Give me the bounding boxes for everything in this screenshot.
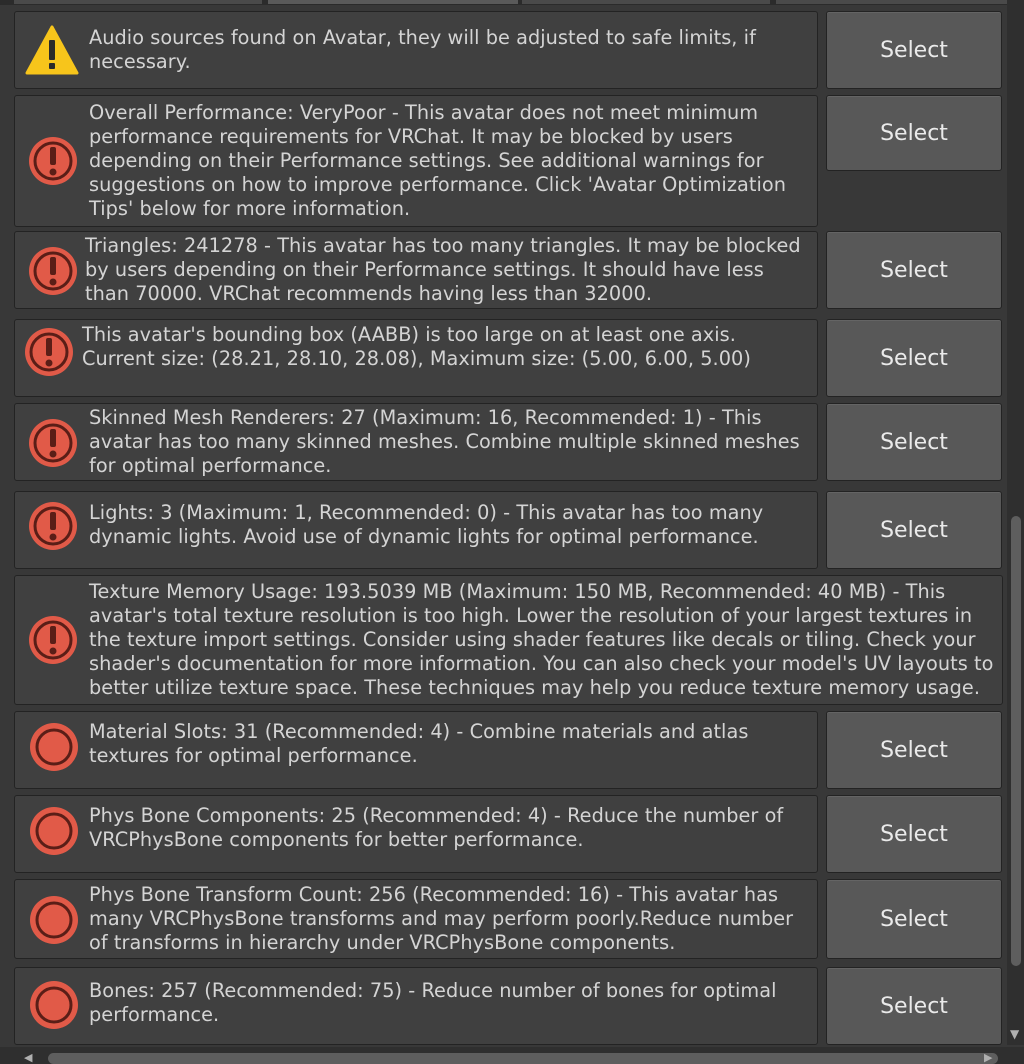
message-text: This avatar's bounding box (AABB) is too large on at least one axis. Current size: (28.21, 28.10, 28.08), Maximum size: (5.00, 6.00, 5.00) (82, 323, 751, 370)
top-tab-strip (0, 0, 1024, 5)
scroll-left-arrow-icon[interactable]: ◀ (24, 1051, 33, 1064)
validation-item-phys-bone-components (14, 795, 1004, 873)
vertical-scroll-thumb[interactable] (1011, 516, 1021, 966)
select-button[interactable]: Select (826, 95, 1002, 171)
message-box (14, 95, 818, 227)
validation-item-lights (14, 491, 1004, 569)
validation-item-material-slots (14, 711, 1004, 789)
message-text: Bones: 257 (Recommended: 75) - Reduce number of bones for optimal performance. (89, 979, 777, 1026)
message-box (14, 403, 818, 481)
vertical-scrollbar[interactable] (1007, 0, 1024, 1045)
select-button[interactable]: Select (826, 879, 1002, 959)
message-box (14, 879, 818, 959)
message-box (14, 575, 1003, 705)
select-button[interactable]: Select (826, 795, 1002, 873)
validation-item-bounding-box (14, 319, 1004, 397)
info-circle-icon (27, 893, 81, 947)
error-exclamation-icon (26, 613, 80, 667)
message-box (14, 967, 818, 1045)
scroll-down-arrow-icon[interactable]: ▼ (1010, 1027, 1020, 1041)
error-exclamation-icon (26, 416, 80, 470)
select-button[interactable]: Select (826, 11, 1002, 89)
message-text: Audio sources found on Avatar, they will be adjusted to safe limits, if necessary. (89, 26, 756, 73)
select-button[interactable]: Select (826, 403, 1002, 481)
horizontal-scroll-thumb[interactable] (48, 1053, 998, 1064)
warning-triangle-icon (25, 24, 79, 78)
message-box (14, 231, 818, 309)
validation-item-triangles (14, 231, 1004, 309)
select-button[interactable]: Select (826, 967, 1002, 1045)
message-box (14, 319, 818, 397)
validation-item-bones (14, 967, 1004, 1045)
tab-2-active[interactable] (268, 0, 518, 4)
select-button[interactable]: Select (826, 491, 1002, 569)
tab-4[interactable] (776, 0, 1024, 4)
horizontal-scrollbar[interactable] (0, 1047, 1024, 1064)
message-text: Lights: 3 (Maximum: 1, Recommended: 0) - This avatar has too many dynamic lights. Avoid use of dynamic lights for optimal performance. (89, 501, 764, 548)
message-box (14, 795, 818, 873)
validation-item-audio (14, 11, 1004, 89)
info-circle-icon (27, 720, 81, 774)
error-exclamation-icon (26, 244, 80, 298)
error-exclamation-icon (26, 134, 80, 188)
info-circle-icon (27, 978, 81, 1032)
validation-item-phys-bone-transforms (14, 879, 1004, 959)
validation-item-texture-memory (14, 575, 1004, 705)
select-button[interactable]: Select (826, 319, 1002, 397)
error-exclamation-icon (26, 499, 80, 553)
message-text: Texture Memory Usage: 193.5039 MB (Maximum: 150 MB, Recommended: 40 MB) - This avatar's total texture resolution is too high. Lower the resolution of your largest textures in the texture import settings. Consider using shader features like decals or tiling. Check your shader's documentation for more information. You can also check your model's UV layouts to better utilize texture space. These techniques may help you reduce texture memory usage. (89, 580, 994, 699)
message-box (14, 491, 818, 569)
select-button[interactable]: Select (826, 231, 1002, 309)
message-text: Overall Performance: VeryPoor - This avatar does not meet minimum performance requirements for VRChat. It may be blocked by users depending on their Performance settings. See additional warnings for suggestions on how to improve performance. Click 'Avatar Optimization Tips' below for more information. (89, 101, 787, 220)
info-circle-icon (27, 804, 81, 858)
message-box (14, 11, 818, 89)
message-text: Phys Bone Components: 25 (Recommended: 4) - Reduce the number of VRCPhysBone components for better performance. (89, 804, 784, 851)
tab-1[interactable] (14, 0, 262, 4)
tab-3[interactable] (522, 0, 770, 4)
scroll-right-arrow-icon[interactable]: ▶ (984, 1051, 993, 1064)
select-button[interactable]: Select (826, 711, 1002, 789)
error-exclamation-icon (22, 325, 76, 379)
message-text: Skinned Mesh Renderers: 27 (Maximum: 16, Recommended: 1) - This avatar has too many skinned meshes. Combine multiple skinned meshes for optimal performance. (89, 406, 800, 477)
message-text: Triangles: 241278 - This avatar has too many triangles. It may be blocked by users depending on their Performance settings. It should have less than 70000. VRChat recommends having less than 32000. (85, 234, 801, 305)
validation-item-overall-performance (14, 95, 1004, 227)
validation-item-skinned-mesh (14, 403, 1004, 481)
message-text: Material Slots: 31 (Recommended: 4) - Combine materials and atlas textures for optimal performance. (89, 720, 749, 767)
message-text: Phys Bone Transform Count: 256 (Recommended: 16) - This avatar has many VRCPhysBone transforms and may perform poorly.Reduce number of transforms in hierarchy under VRCPhysBone components. (89, 883, 794, 954)
message-box (14, 711, 818, 789)
